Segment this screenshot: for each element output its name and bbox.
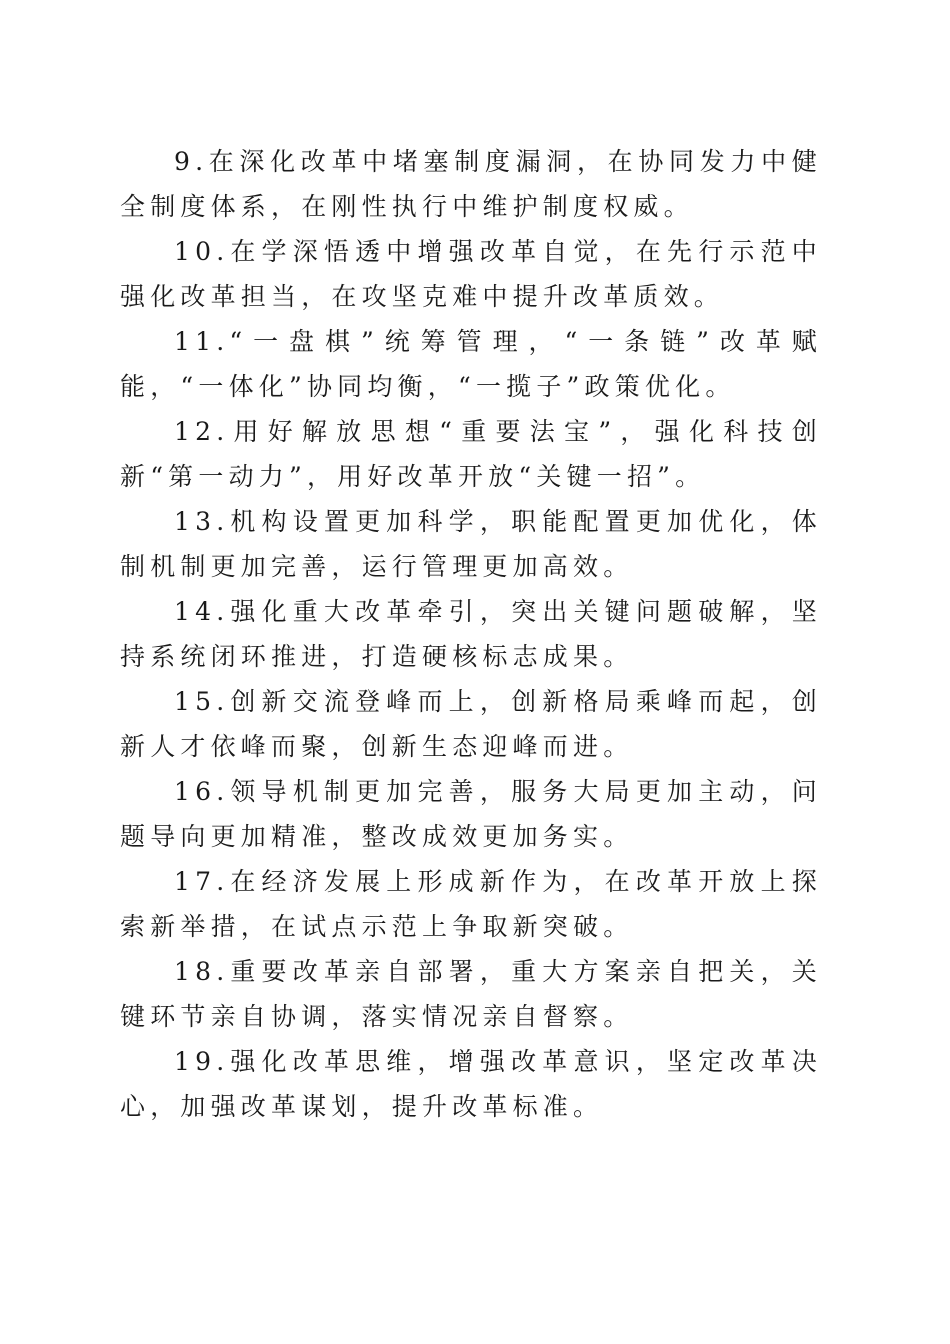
document-body	[120, 139, 822, 1129]
paragraph-12: 12.用好解放思想“重要法宝”，强化科技创新“第一动力”，用好改革开放“关键一招”。	[120, 417, 822, 491]
paragraph-11: 11.“一盘棋”统筹管理，“一条链”改革赋能，“一体化”协同均衡，“一揽子”政策优化。	[120, 327, 822, 401]
paragraph-18: 18.重要改革亲自部署，重大方案亲自把关，关键环节亲自协调，落实情况亲自督察。	[120, 957, 822, 1031]
paragraph-15: 15.创新交流登峰而上，创新格局乘峰而起，创新人才依峰而聚，创新生态迎峰而进。	[120, 687, 822, 761]
paragraph-14: 14.强化重大改革牵引，突出关键问题破解，坚持系统闭环推进，打造硬核标志成果。	[120, 597, 822, 671]
paragraph-16: 16.领导机制更加完善，服务大局更加主动，问题导向更加精准，整改成效更加务实。	[120, 777, 822, 851]
paragraph-17: 17.在经济发展上形成新作为，在改革开放上探索新举措，在试点示范上争取新突破。	[120, 867, 822, 941]
paragraph-13: 13.机构设置更加科学，职能配置更加优化，体制机制更加完善，运行管理更加高效。	[120, 507, 822, 581]
paragraph-10: 10.在学深悟透中增强改革自觉，在先行示范中强化改革担当，在攻坚克难中提升改革质效。	[120, 237, 822, 311]
paragraph-19: 19.强化改革思维，增强改革意识，坚定改革决心，加强改革谋划，提升改革标准。	[120, 1047, 822, 1121]
paragraph-9: 9.在深化改革中堵塞制度漏洞，在协同发力中健全制度体系，在刚性执行中维护制度权威。	[120, 147, 822, 221]
